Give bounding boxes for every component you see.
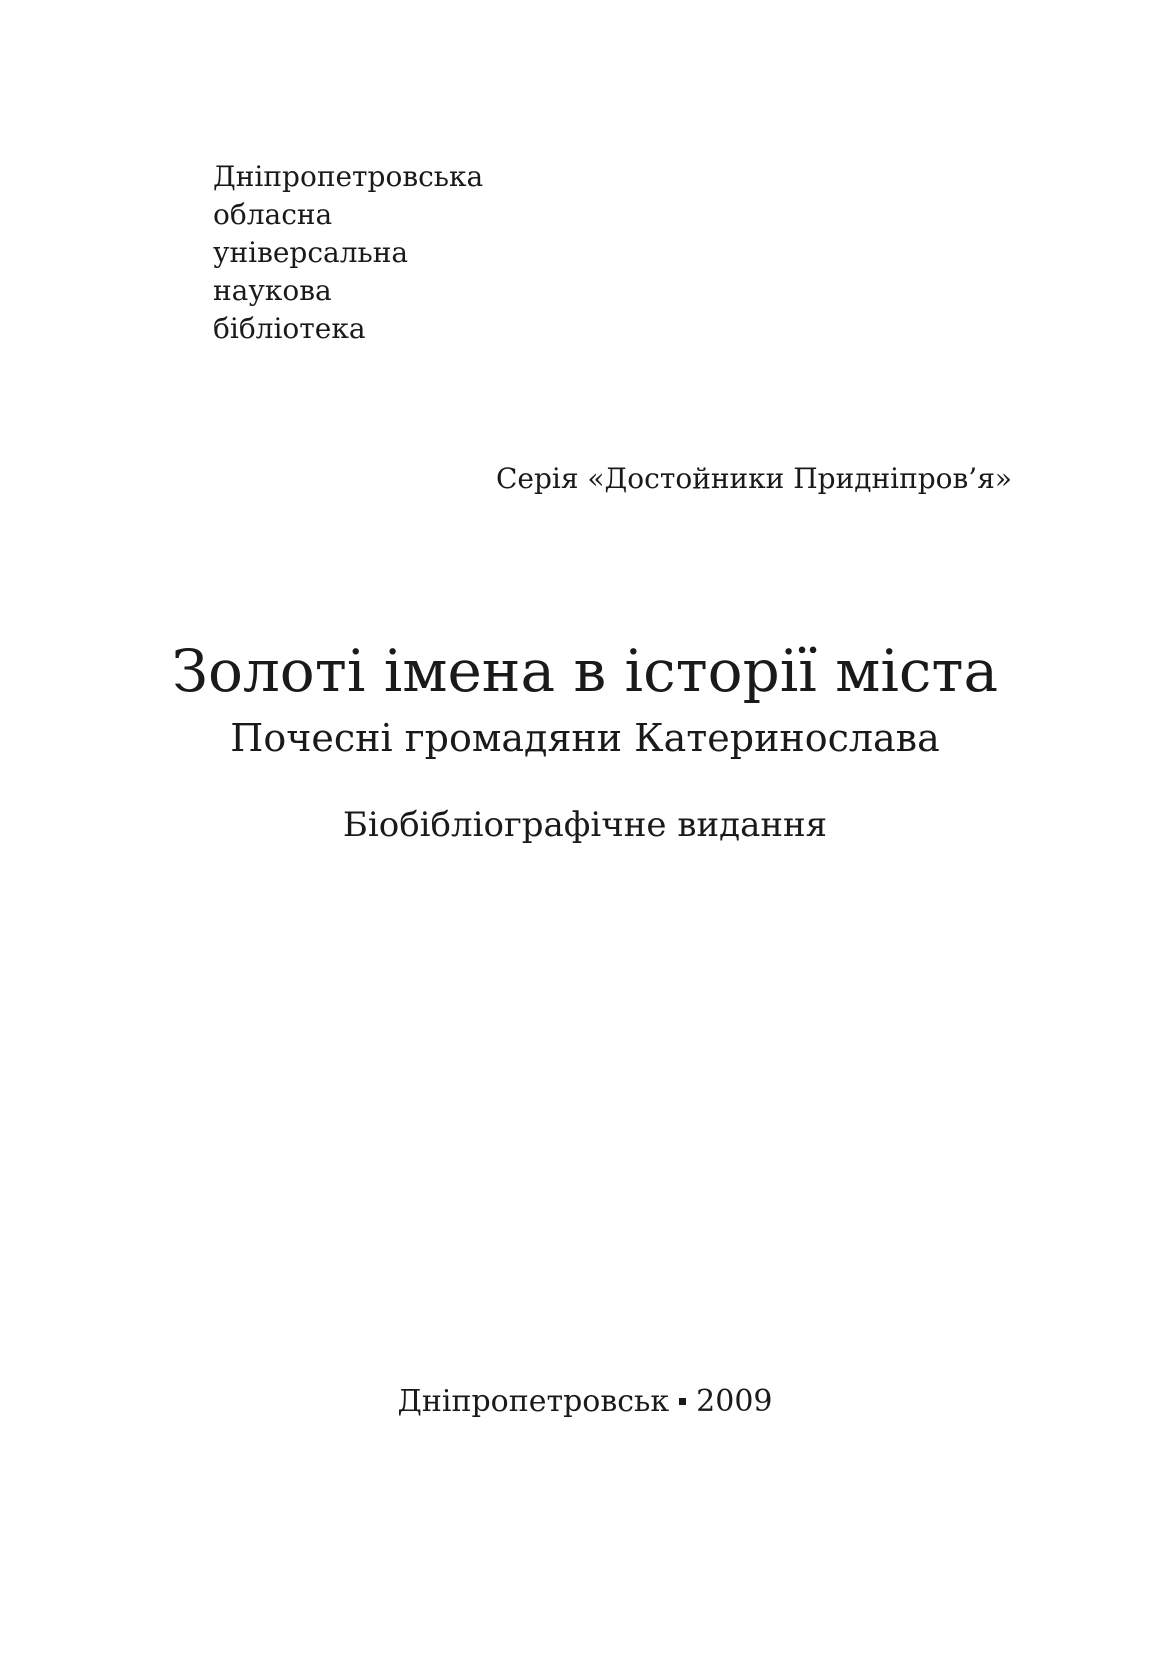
imprint-city: Дніпропетровськ <box>397 1384 670 1419</box>
imprint-year: 2009 <box>696 1384 773 1419</box>
publisher-line: бібліотека <box>213 312 366 345</box>
imprint <box>0 1384 1170 1419</box>
publisher-line: наукова <box>213 274 332 307</box>
separator-square-icon <box>679 1398 686 1405</box>
publisher-line: Дніпропетровська <box>213 160 484 193</box>
page-title: Золоті імена в історії міста <box>171 637 999 705</box>
edition-type: Біобібліографічне видання <box>342 805 828 845</box>
page-subtitle: Почесні громадяни Катеринослава <box>230 716 940 760</box>
publisher-line: обласна <box>213 198 333 231</box>
series-title: Серія «Достойники Придніпров’я» <box>495 462 1012 495</box>
publisher-name <box>213 158 483 348</box>
publisher-line: універсальна <box>213 236 409 269</box>
